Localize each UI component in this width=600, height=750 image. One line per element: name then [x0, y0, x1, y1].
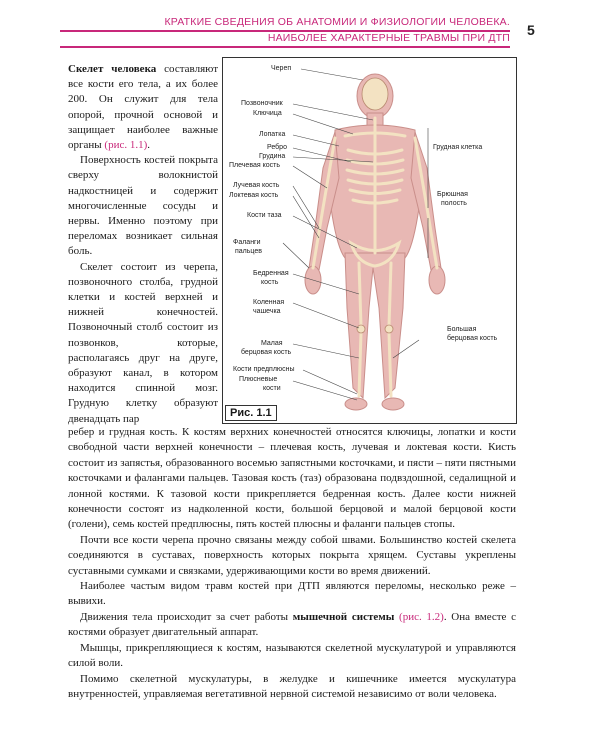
label-tarsals: Кости предплюсны	[233, 366, 295, 373]
term-skeleton: Скелет человека	[68, 63, 157, 75]
label-phalanges-1: Фаланги	[233, 239, 261, 246]
label-metatarsals-1: Плюсневые	[239, 376, 278, 383]
label-skull: Череп	[271, 65, 292, 72]
label-patella-1: Коленная	[253, 299, 285, 306]
paragraph-injuries: Наиболее частым видом травм костей при ДТП являются переломы, несколько реже – вывихи.	[68, 580, 516, 608]
label-abdomen-1: Брюшная	[437, 191, 468, 198]
figure-reference-2[interactable]: (рис. 1.2)	[394, 610, 444, 623]
left-column	[68, 62, 218, 427]
figure-reference[interactable]: (рис. 1.1)	[104, 139, 148, 152]
label-fibula-2: берцовая кость	[241, 349, 292, 356]
paragraph-joints: Почти все кости черепа прочно связаны между собой швами. Большинство костей скелета соединяются в суставах, поверхность которых покрыта хрящем. Суставы укреплены суставными сумками и связками, удерживающими кости во время движений.	[68, 533, 516, 577]
label-spine: Позвоночник	[241, 100, 283, 107]
label-radius: Лучевая кость	[233, 182, 280, 189]
paragraph-skeleton-structure: Скелет состоит из черепа, позвоночного столба, грудной клетки и костей верхней и нижней конечностей. Позвоночный столб состоит из позвонков, которые, располагаясь друг на друге, образуют канал, в котором находится спинной мозг. Грудную клетку образуют двенадцать пар	[68, 260, 218, 425]
label-sternum: Грудина	[259, 153, 286, 160]
label-femur-2: кость	[261, 279, 279, 286]
label-tibia-2: берцовая кость	[447, 335, 498, 342]
label-pelvis: Кости таза	[247, 212, 282, 219]
paragraph-bone-surface: Поверхность костей покрыта сверху волокнистой надкостницей и содержит многочисленные сосуды и нервы. Именно поэтому при переломах возникает сильная боль.	[68, 154, 218, 258]
label-ulna: Локтевая кость	[229, 192, 279, 199]
label-rib-cage: Грудная клетка	[433, 144, 483, 151]
paragraph-muscle-system: Движения тела происходит за счет работы мышечной системы (рис. 1.2). Она вместе с костями образует двигательный аппарат.	[68, 610, 517, 639]
paragraph-skeleton-continued: ребер и грудная кость. К костям верхних конечностей относятся ключицы, лопатки и кости свободной части верхней конечности – плечевая кость, лучевая и локтевая кости. Кисть состоит из запястья, образованного восемью запястными косточками, и пясти – пяти пястными косточками и фалангами пальцев. Тазовая кость (таз) образована подвздошной, седалищной и лонной костями. К тазовой кости прикрепляется бедренная кость. Далее кости нижней конечности состоят из надколенной кости, большой берцовой и малой берцовой кости (голени), семь костей предплюсны, пять костей плюсны и фаланги пальцев стопы.	[68, 426, 516, 531]
label-scapula: Лопатка	[259, 131, 286, 138]
paragraph-skeleton-intro: Скелет человека составляют все кости его тела, а их более 200. Он служит для тела опорой, прочной основой и защищает наиболее важные органы (рис. 1.1).	[68, 63, 219, 152]
main-text	[68, 425, 516, 702]
running-header	[60, 6, 510, 52]
paragraph-skeletal-muscles: Мышцы, прикрепляющиеся к костям, называются скелетной мускулатурой и управляются силой воли.	[68, 641, 516, 670]
header-line-2: НАИБОЛЕЕ ХАРАКТЕРНЫЕ ТРАВМЫ ПРИ ДТП	[267, 32, 510, 44]
skeleton-figure	[222, 57, 517, 424]
term-muscle-system: мышечной системы	[292, 610, 395, 623]
label-patella-2: чашечка	[253, 308, 281, 315]
label-clavicle: Ключица	[253, 110, 282, 117]
header-line-1: КРАТКИЕ СВЕДЕНИЯ ОБ АНАТОМИИ И ФИЗИОЛОГИИ ЧЕЛОВЕКА.	[164, 16, 510, 28]
label-fibula-1: Малая	[261, 340, 283, 347]
label-tibia-1: Большая	[447, 326, 477, 333]
label-phalanges-2: пальцев	[235, 248, 262, 255]
header-rule-bottom	[60, 46, 510, 48]
paragraph-visceral-muscles: Помимо скелетной мускулатуры, в желудке и кишечнике имеется мускулатура внутренностей, управляемая вегетативной нервной системой независимо от воли человека.	[68, 672, 516, 700]
page-number: 5	[527, 22, 535, 38]
label-humerus: Плечевая кость	[229, 162, 280, 169]
figure-caption: Рис. 1.1	[225, 405, 277, 421]
label-abdomen-2: полость	[441, 200, 467, 207]
label-femur-1: Бедренная	[253, 270, 289, 277]
label-rib: Ребро	[267, 144, 287, 151]
label-metatarsals-2: кости	[263, 385, 281, 392]
